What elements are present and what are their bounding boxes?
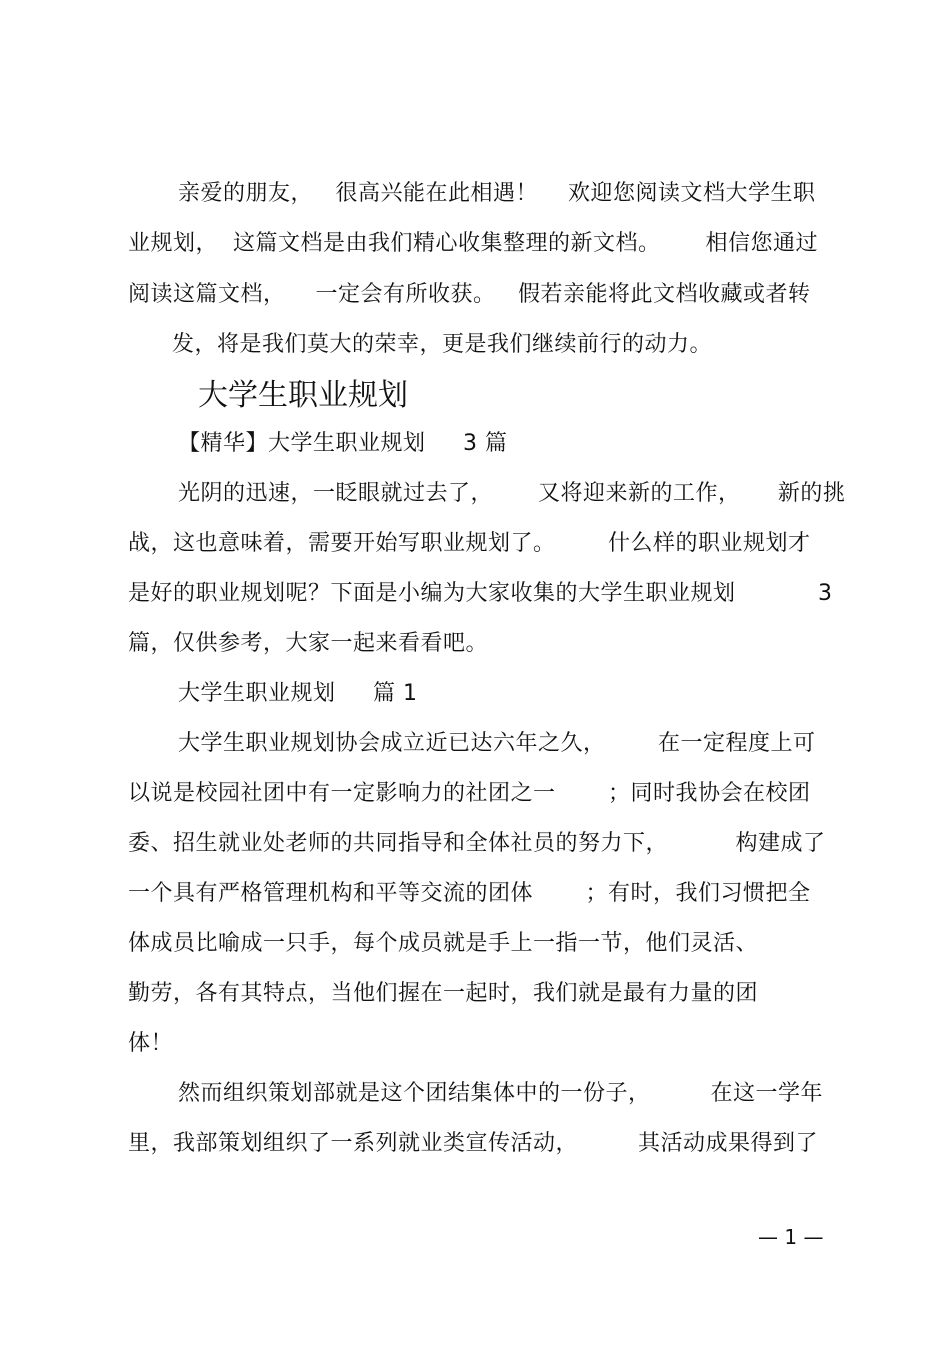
intro-line-3: 阅读这篇文档， 一定会有所收获。 假若亲能将此文档收藏或者转	[128, 282, 811, 307]
para2-line-1: 大学生职业规划协会成立近已达六年之久， 在一定程度上可	[178, 731, 816, 756]
para2-line-2: 以说是校园社团中有一定影响力的社团之一 ；同时我协会在校团	[128, 781, 811, 806]
para3-line-2: 里，我部策划组织了一系列就业类宣传活动， 其活动成果得到了	[128, 1131, 818, 1156]
para2-line-5: 体成员比喻成一只手，每个成员就是手上一指一节，他们灵活、	[128, 931, 759, 956]
para3-line-1: 然而组织策划部就是这个团结集体中的一份子， 在这一学年	[178, 1081, 823, 1106]
intro-line-1: 亲爱的朋友， 很高兴能在此相遇！ 欢迎您阅读文档大学生职	[178, 181, 816, 206]
intro-line-2: 业规划， 这篇文档是由我们精心收集整理的新文档。 相信您通过	[128, 231, 818, 256]
para2-line-7: 体！	[128, 1031, 174, 1056]
para2-line-3: 委、招生就业处老师的共同指导和全体社员的努力下， 构建成了	[128, 831, 826, 856]
para1-line-3: 是好的职业规划呢？下面是小编为大家收集的大学生职业规划	[128, 581, 736, 606]
para1-line-3-count: 3	[818, 581, 833, 606]
para1-line-4: 篇，仅供参考，大家一起来看看吧。	[128, 631, 489, 656]
para1-line-2: 战，这也意味着，需要开始写职业规划了。 什么样的职业规划才	[128, 531, 811, 556]
page-number: — 1 —	[758, 1225, 824, 1249]
para1-line-1: 光阴的迅速，一眨眼就过去了， 又将迎来新的工作， 新的挑	[178, 481, 846, 506]
section-heading: 大学生职业规划 篇 1	[178, 681, 418, 706]
intro-line-4: 发，将是我们莫大的荣幸，更是我们继续前行的动力。	[172, 332, 713, 357]
page-title: 大学生职业规划	[198, 378, 408, 413]
para2-line-6: 勤劳，各有其特点，当他们握在一起时，我们就是最有力量的团	[128, 981, 759, 1006]
subtitle: 【精华】大学生职业规划 3 篇	[178, 431, 508, 456]
para2-line-4: 一个具有严格管理机构和平等交流的团体 ；有时，我们习惯把全	[128, 881, 811, 906]
